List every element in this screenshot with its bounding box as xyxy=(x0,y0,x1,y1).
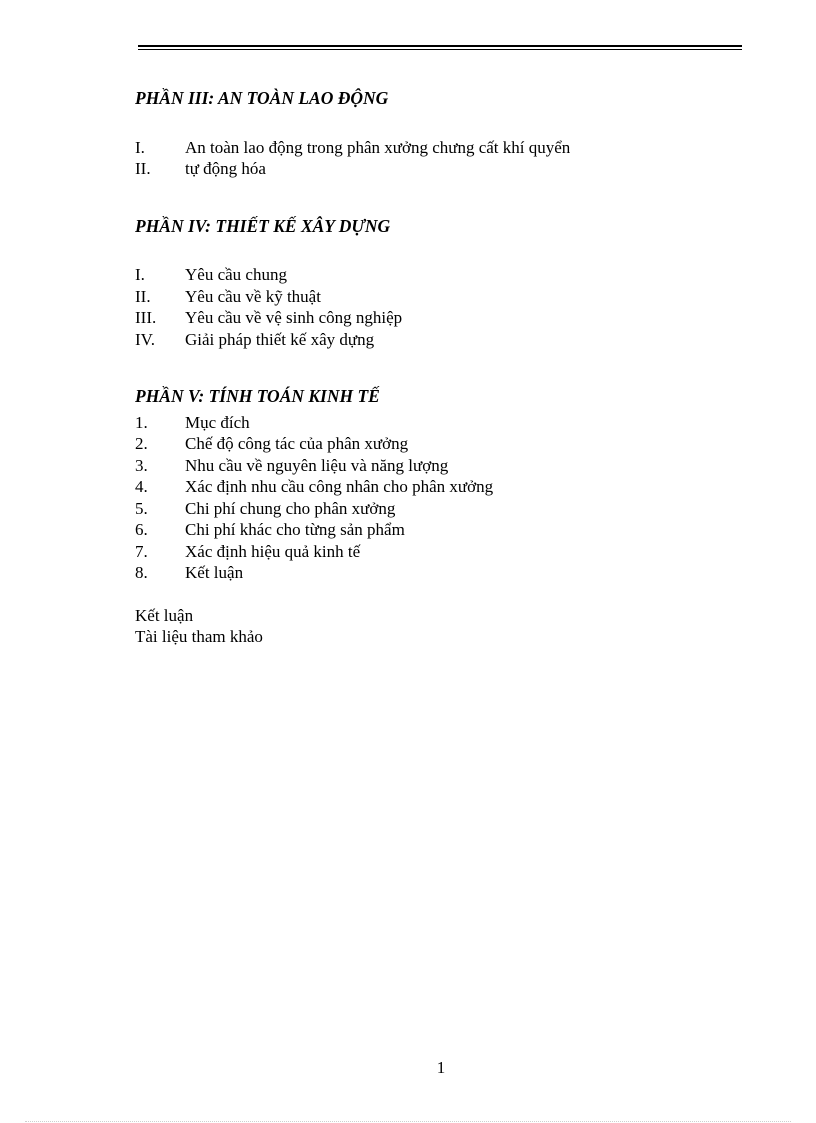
list-item xyxy=(135,455,755,477)
section-item-list xyxy=(135,264,755,350)
item-text: Nhu cầu về nguyên liệu và năng lượng xyxy=(185,455,449,475)
section-part-4 xyxy=(135,216,755,351)
item-number: III. xyxy=(135,308,157,327)
section-part-5 xyxy=(135,386,755,584)
list-item xyxy=(135,498,755,520)
conclusion-line: Kết luận xyxy=(135,605,194,625)
item-number: II. xyxy=(135,159,151,178)
list-item xyxy=(135,412,755,434)
item-text: Mục đích xyxy=(185,412,250,432)
section-title: PHẦN IV: THIẾT KẾ XÂY DỰNG xyxy=(135,215,391,236)
item-number: 6. xyxy=(135,520,148,539)
item-text: Xác định hiệu quả kinh tế xyxy=(185,541,361,561)
section-item-list xyxy=(135,412,755,584)
list-item xyxy=(135,286,755,308)
list-item xyxy=(135,264,755,286)
page-number: 1 xyxy=(436,1058,446,1077)
list-item xyxy=(135,433,755,455)
item-text: Yêu cầu chung xyxy=(185,265,287,284)
list-item xyxy=(135,562,755,584)
list-item xyxy=(135,307,755,329)
item-text: An toàn lao động trong phân xưởng chưng cất khí quyển xyxy=(185,137,571,157)
item-number: 7. xyxy=(135,541,148,561)
item-number: 1. xyxy=(135,412,148,432)
item-number: IV. xyxy=(135,329,155,349)
footer-divider xyxy=(25,1121,791,1122)
item-text: Chi phí khác cho từng sản phẩm xyxy=(185,520,405,539)
header-rule-bottom xyxy=(138,49,742,50)
item-text: Kết luận xyxy=(185,563,244,582)
item-text: Xác định nhu cầu công nhân cho phân xưởng xyxy=(185,477,494,496)
item-number: 4. xyxy=(135,477,148,496)
item-text: Giải pháp thiết kế xây dựng xyxy=(185,329,375,349)
list-item xyxy=(135,137,755,159)
section-title: PHẦN V: TÍNH TOÁN KINH TẾ xyxy=(135,386,380,406)
item-text: Chế độ công tác của phân xưởng xyxy=(185,434,409,453)
list-item xyxy=(135,541,755,563)
item-number: 3. xyxy=(135,455,148,475)
section-title: PHẦN III: AN TOÀN LAO ĐỘNG xyxy=(135,88,389,108)
section-item-list xyxy=(135,137,755,180)
item-number: 8. xyxy=(135,563,148,582)
item-text: Yêu cầu về kỹ thuật xyxy=(185,286,321,306)
item-text: Chi phí chung cho phân xưởng xyxy=(185,498,396,518)
item-number: I. xyxy=(135,265,145,284)
item-text: tự động hóa xyxy=(185,159,266,178)
table-of-contents xyxy=(135,88,755,648)
item-number: I. xyxy=(135,137,145,157)
section-part-3 xyxy=(135,88,755,180)
list-item xyxy=(135,329,755,351)
header-rule-top xyxy=(138,45,742,47)
list-item xyxy=(135,519,755,541)
list-item xyxy=(135,476,755,498)
item-number: 2. xyxy=(135,434,148,453)
item-text: Yêu cầu về vệ sinh công nghiệp xyxy=(185,308,403,327)
list-item xyxy=(135,158,755,180)
item-number: 5. xyxy=(135,498,148,518)
item-number: II. xyxy=(135,286,151,306)
references-line: Tài liệu tham khảo xyxy=(135,627,263,646)
